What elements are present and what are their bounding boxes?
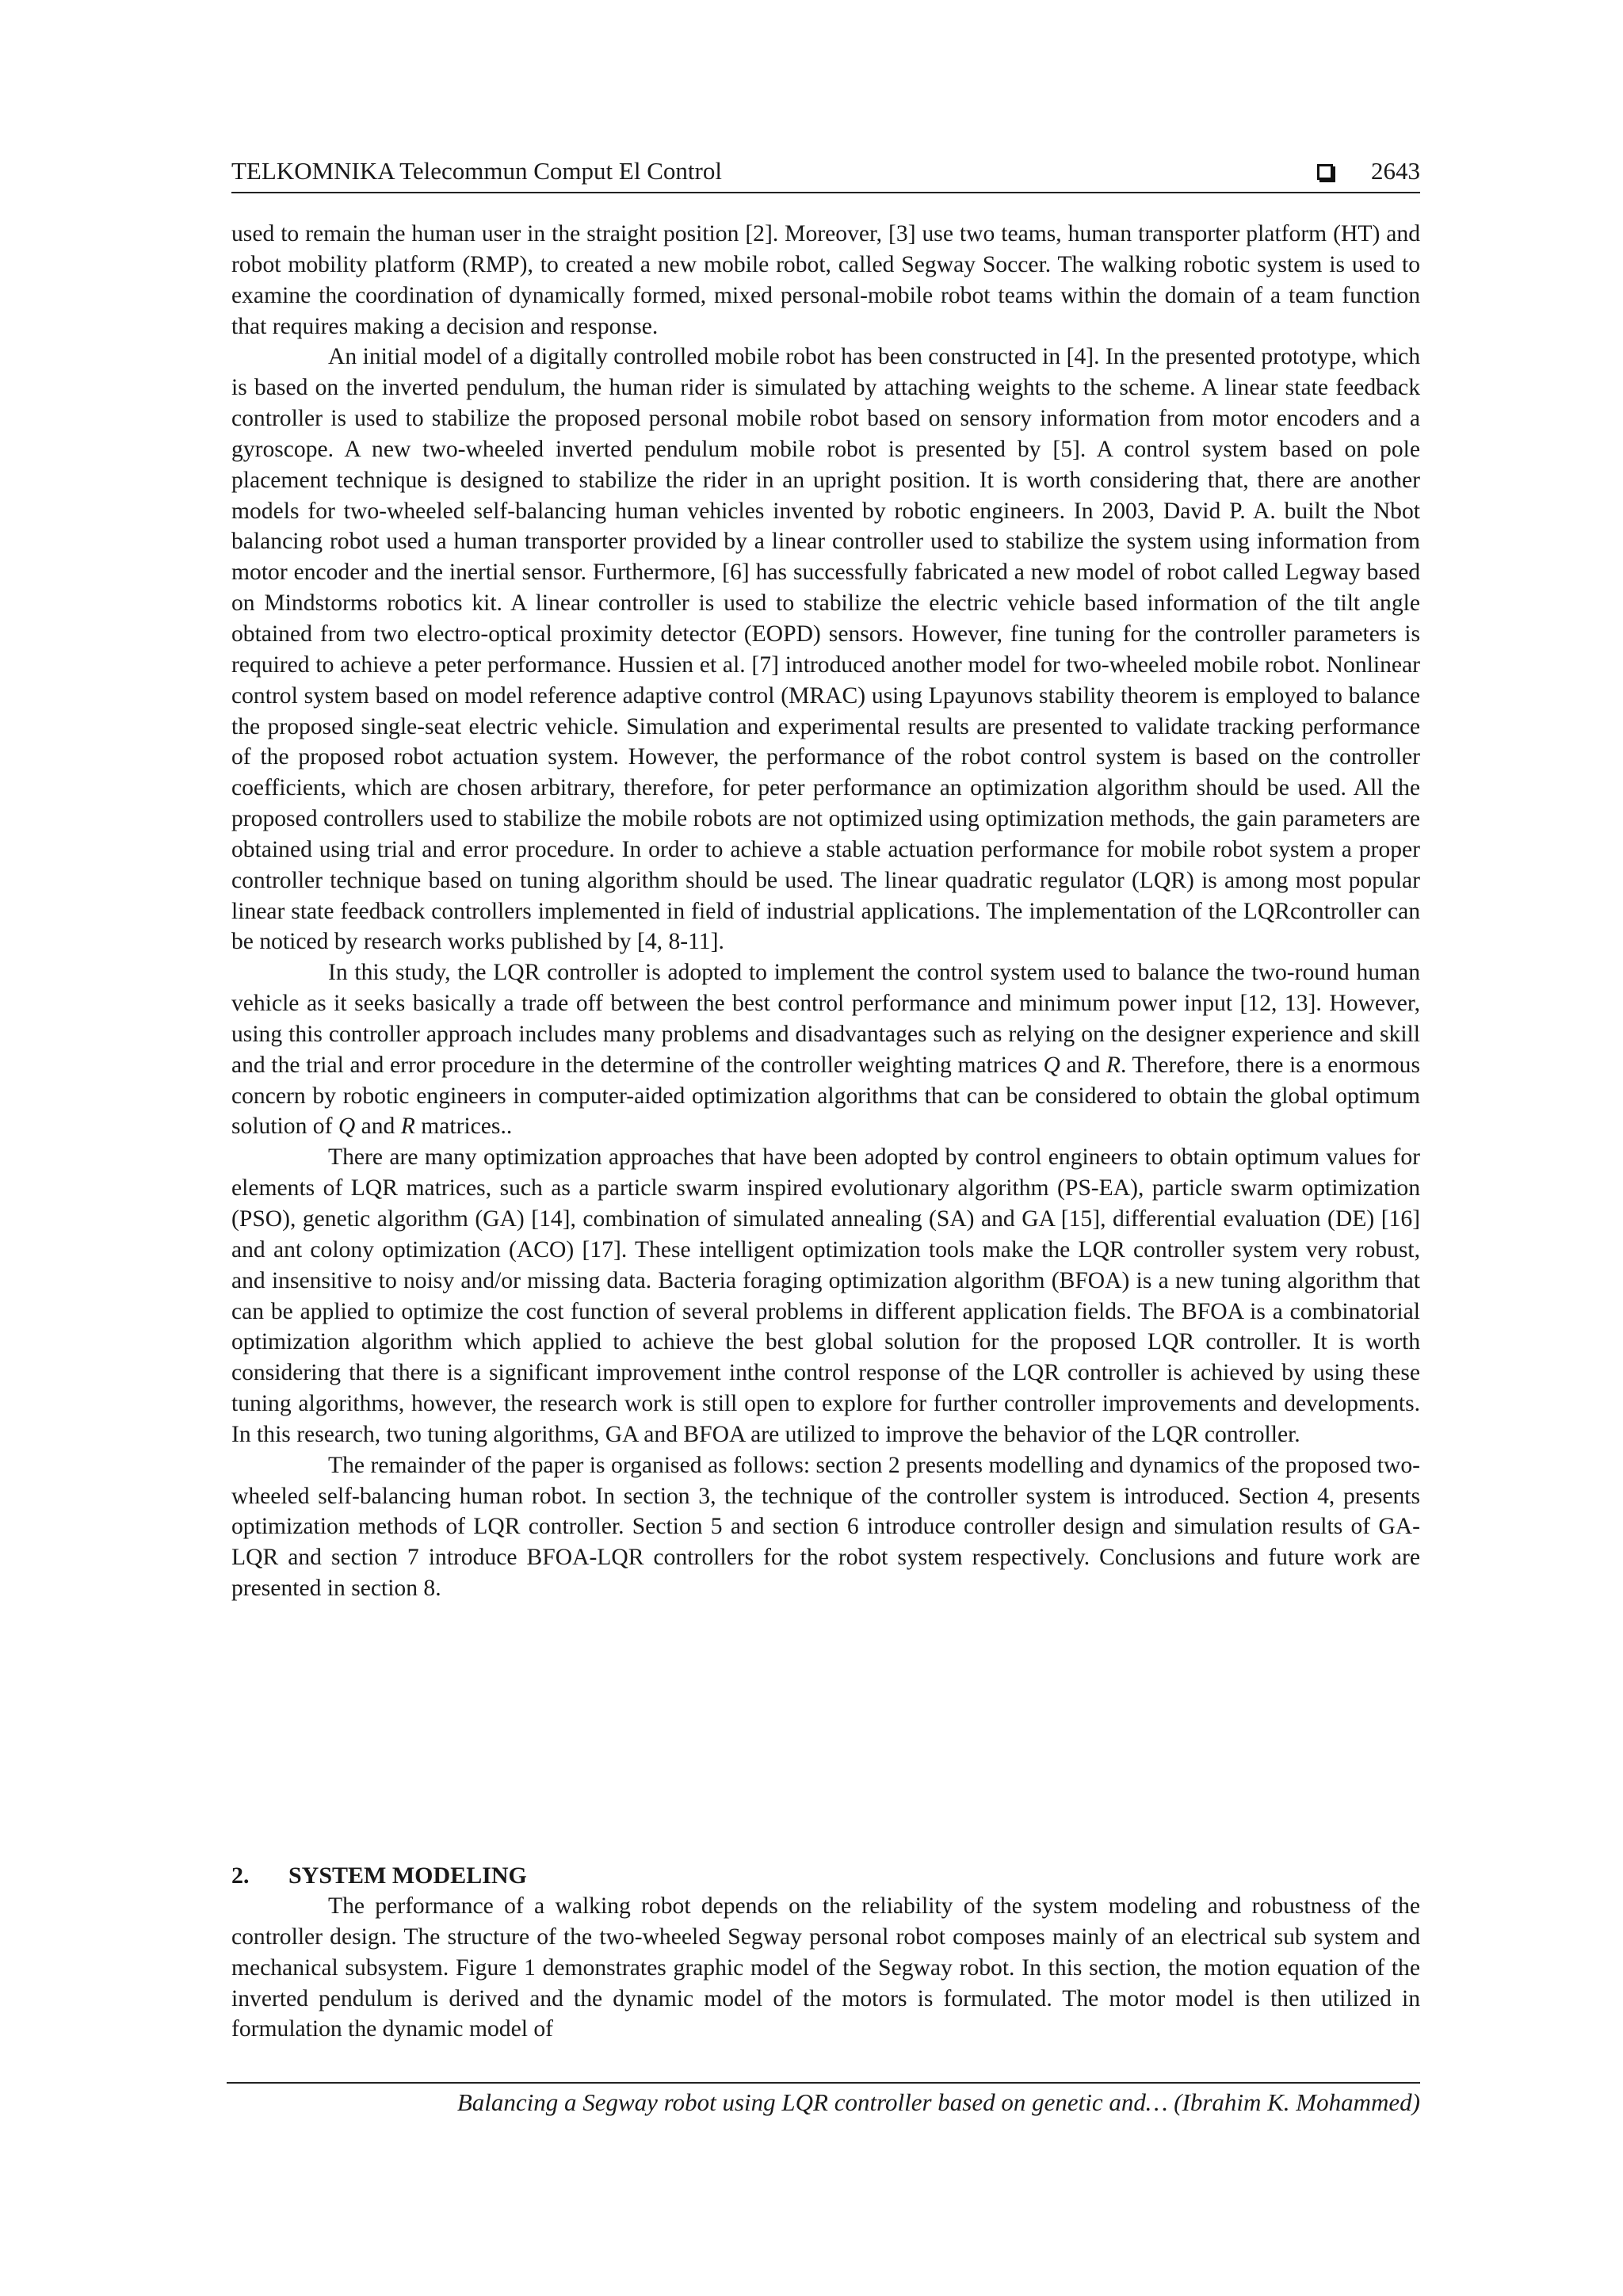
- header-right: [1317, 157, 1420, 185]
- paragraph-5: The remainder of the paper is organised as follows: section 2 presents modelling and dynamics of the proposed two-wheeled self-balancing human robot. In section 3, the technique of the controller system is introduced. Section 4, presents optimization methods of LQR controller. Section 5 and section 6 introduce controller design and simulation results of GA-LQR and section 7 introduce BFOA-LQR controllers for the robot system respectively. Conclusions and future work are presented in section 8.: [231, 1452, 1420, 1602]
- paragraph-3-text-b: and: [1060, 1052, 1106, 1078]
- page-footer: [227, 2082, 1420, 2117]
- math-r-2: R: [400, 1114, 415, 1140]
- math-q-2: Q: [338, 1114, 356, 1140]
- paragraph-3-text-c: . Therefore, there is a enormous concern by robotic engineers in computer-aided optimization algorithms that can be considered to obtain the global optimum solution of: [231, 1052, 1420, 1140]
- page-number: 2643: [1371, 157, 1420, 185]
- paragraph-3-text-d: and: [355, 1114, 401, 1140]
- paragraph-3-text-e: matrices..: [414, 1114, 513, 1140]
- math-r: R: [1106, 1052, 1121, 1078]
- paragraph-3: [231, 957, 1420, 1142]
- section-title: SYSTEM MODELING: [288, 1862, 527, 1889]
- paragraph-1: used to remain the human user in the straight position [2]. Moreover, [3] use two teams, human transporter platform (HT) and robot mobility platform (RMP), to created a new mobile robot, called Segway Soccer. The walking robotic system is used to examine the coordination of dynamically formed, mixed personal-mobile robot teams within the domain of a team function that requires making a decision and response.: [231, 221, 1420, 339]
- page-header: [231, 155, 1420, 193]
- body-text: [231, 219, 1420, 1604]
- running-title: Balancing a Segway robot using LQR controller based on genetic and… (Ibrahim K. Mohammed): [456, 2088, 1420, 2116]
- paragraph-4: There are many optimization approaches that have been adopted by control engineers to obtain optimum values for elements of LQR matrices, such as a particle swarm inspired evolutionary algorithm (PS-EA), particle swarm optimization (PSO), genetic algorithm (GA) [14], combination of simulated annealing (SA) and GA [15], differential evaluation (DE) [16] and ant colony optimization (ACO) [17]. These intelligent optimization tools make the LQR controller system very robust, and insensitive to noisy and/or missing data. Bacteria foraging optimization algorithm (BFOA) is a new tuning algorithm that can be applied to optimize the cost function of several problems in different application fields. The BFOA is a combinatorial optimization algorithm which applied to achieve the best global solution for the proposed LQR controller. It is worth considering that there is a significant improvement inthe control response of the LQR controller is achieved by using these tuning algorithms, however, the research work is still open to explore for further controller improvements and developments. In this research, two tuning algorithms, GA and BFOA are utilized to improve the behavior of the LQR controller.: [231, 1144, 1420, 1447]
- journal-name: TELKOMNIKA Telecommun Comput El Control: [231, 157, 722, 185]
- section-body: [231, 1891, 1420, 2045]
- section-number: 2.: [231, 1862, 250, 1889]
- paragraph-3-text-a: In this study, the LQR controller is adopted to implement the control system used to balance the two-round human vehicle as it seeks basically a trade off between the best control performance and minimum power input [12, 13]. However, using this controller approach includes many problems and disadvantages such as relying on the designer experience and skill and the trial and error procedure in the determine of the controller weighting matrices: [231, 960, 1420, 1078]
- paragraph-2: An initial model of a digitally controlled mobile robot has been constructed in [4]. In the presented prototype, which is based on the inverted pendulum, the human rider is simulated by attaching weights to the scheme. A linear state feedback controller is used to stabilize the proposed personal mobile robot based on sensory information from motor encoders and a gyroscope. A new two-wheeled inverted pendulum mobile robot is presented by [5]. A control system based on pole placement technique is designed to stabilize the rider in an upright position. It is worth considering that, there are another models for two-wheeled self-balancing human vehicles invented by robotic engineers. In 2003, David P. A. built the Nbot balancing robot used a human transporter provided by a linear controller used to stabilize the system using information from motor encoder and the inertial sensor. Furthermore, [6] has successfully fabricated a new model of robot called Legway based on Mindstorms robotics kit. A linear controller is used to stabilize the electric vehicle based information of the tilt angle obtained from two electro-optical proximity detector (EOPD) sensors. However, fine tuning for the controller parameters is required to achieve a peter performance. Hussien et al. [7] introduced another model for two-wheeled mobile robot. Nonlinear control system based on model reference adaptive control (MRAC) using Lpayunovs stability theorem is employed to balance the proposed single-seat electric vehicle. Simulation and experimental results are presented to validate tracking performance of the proposed robot actuation system. However, the performance of the robot control system is based on the controller coefficients, which are chosen arbitrary, therefore, for peter performance an optimization algorithm should be used. All the proposed controllers used to stabilize the mobile robots are not optimized using optimization methods, the gain parameters are obtained using trial and error procedure. In order to achieve a stable actuation performance for mobile robot system a proper controller technique based on tuning algorithm should be used. The linear quadratic regulator (LQR) is among most popular linear state feedback controllers implemented in field of industrial applications. The implementation of the LQRcontroller can be noticed by research works published by [4, 8-11].: [231, 344, 1420, 955]
- math-q: Q: [1043, 1052, 1060, 1078]
- section-heading: [231, 1861, 1420, 1891]
- checkbox-square-icon: [1317, 164, 1333, 180]
- section-paragraph: The performance of a walking robot depends on the reliability of the system modeling and robustness of the controller design. The structure of the two-wheeled Segway personal robot composes mainly of an electrical sub system and mechanical subsystem. Figure 1 demonstrates graphic model of the Segway robot. In this section, the motion equation of the inverted pendulum is derived and the dynamic model of the motors is formulated. The motor model is then utilized in formulation the dynamic model of: [231, 1893, 1420, 2042]
